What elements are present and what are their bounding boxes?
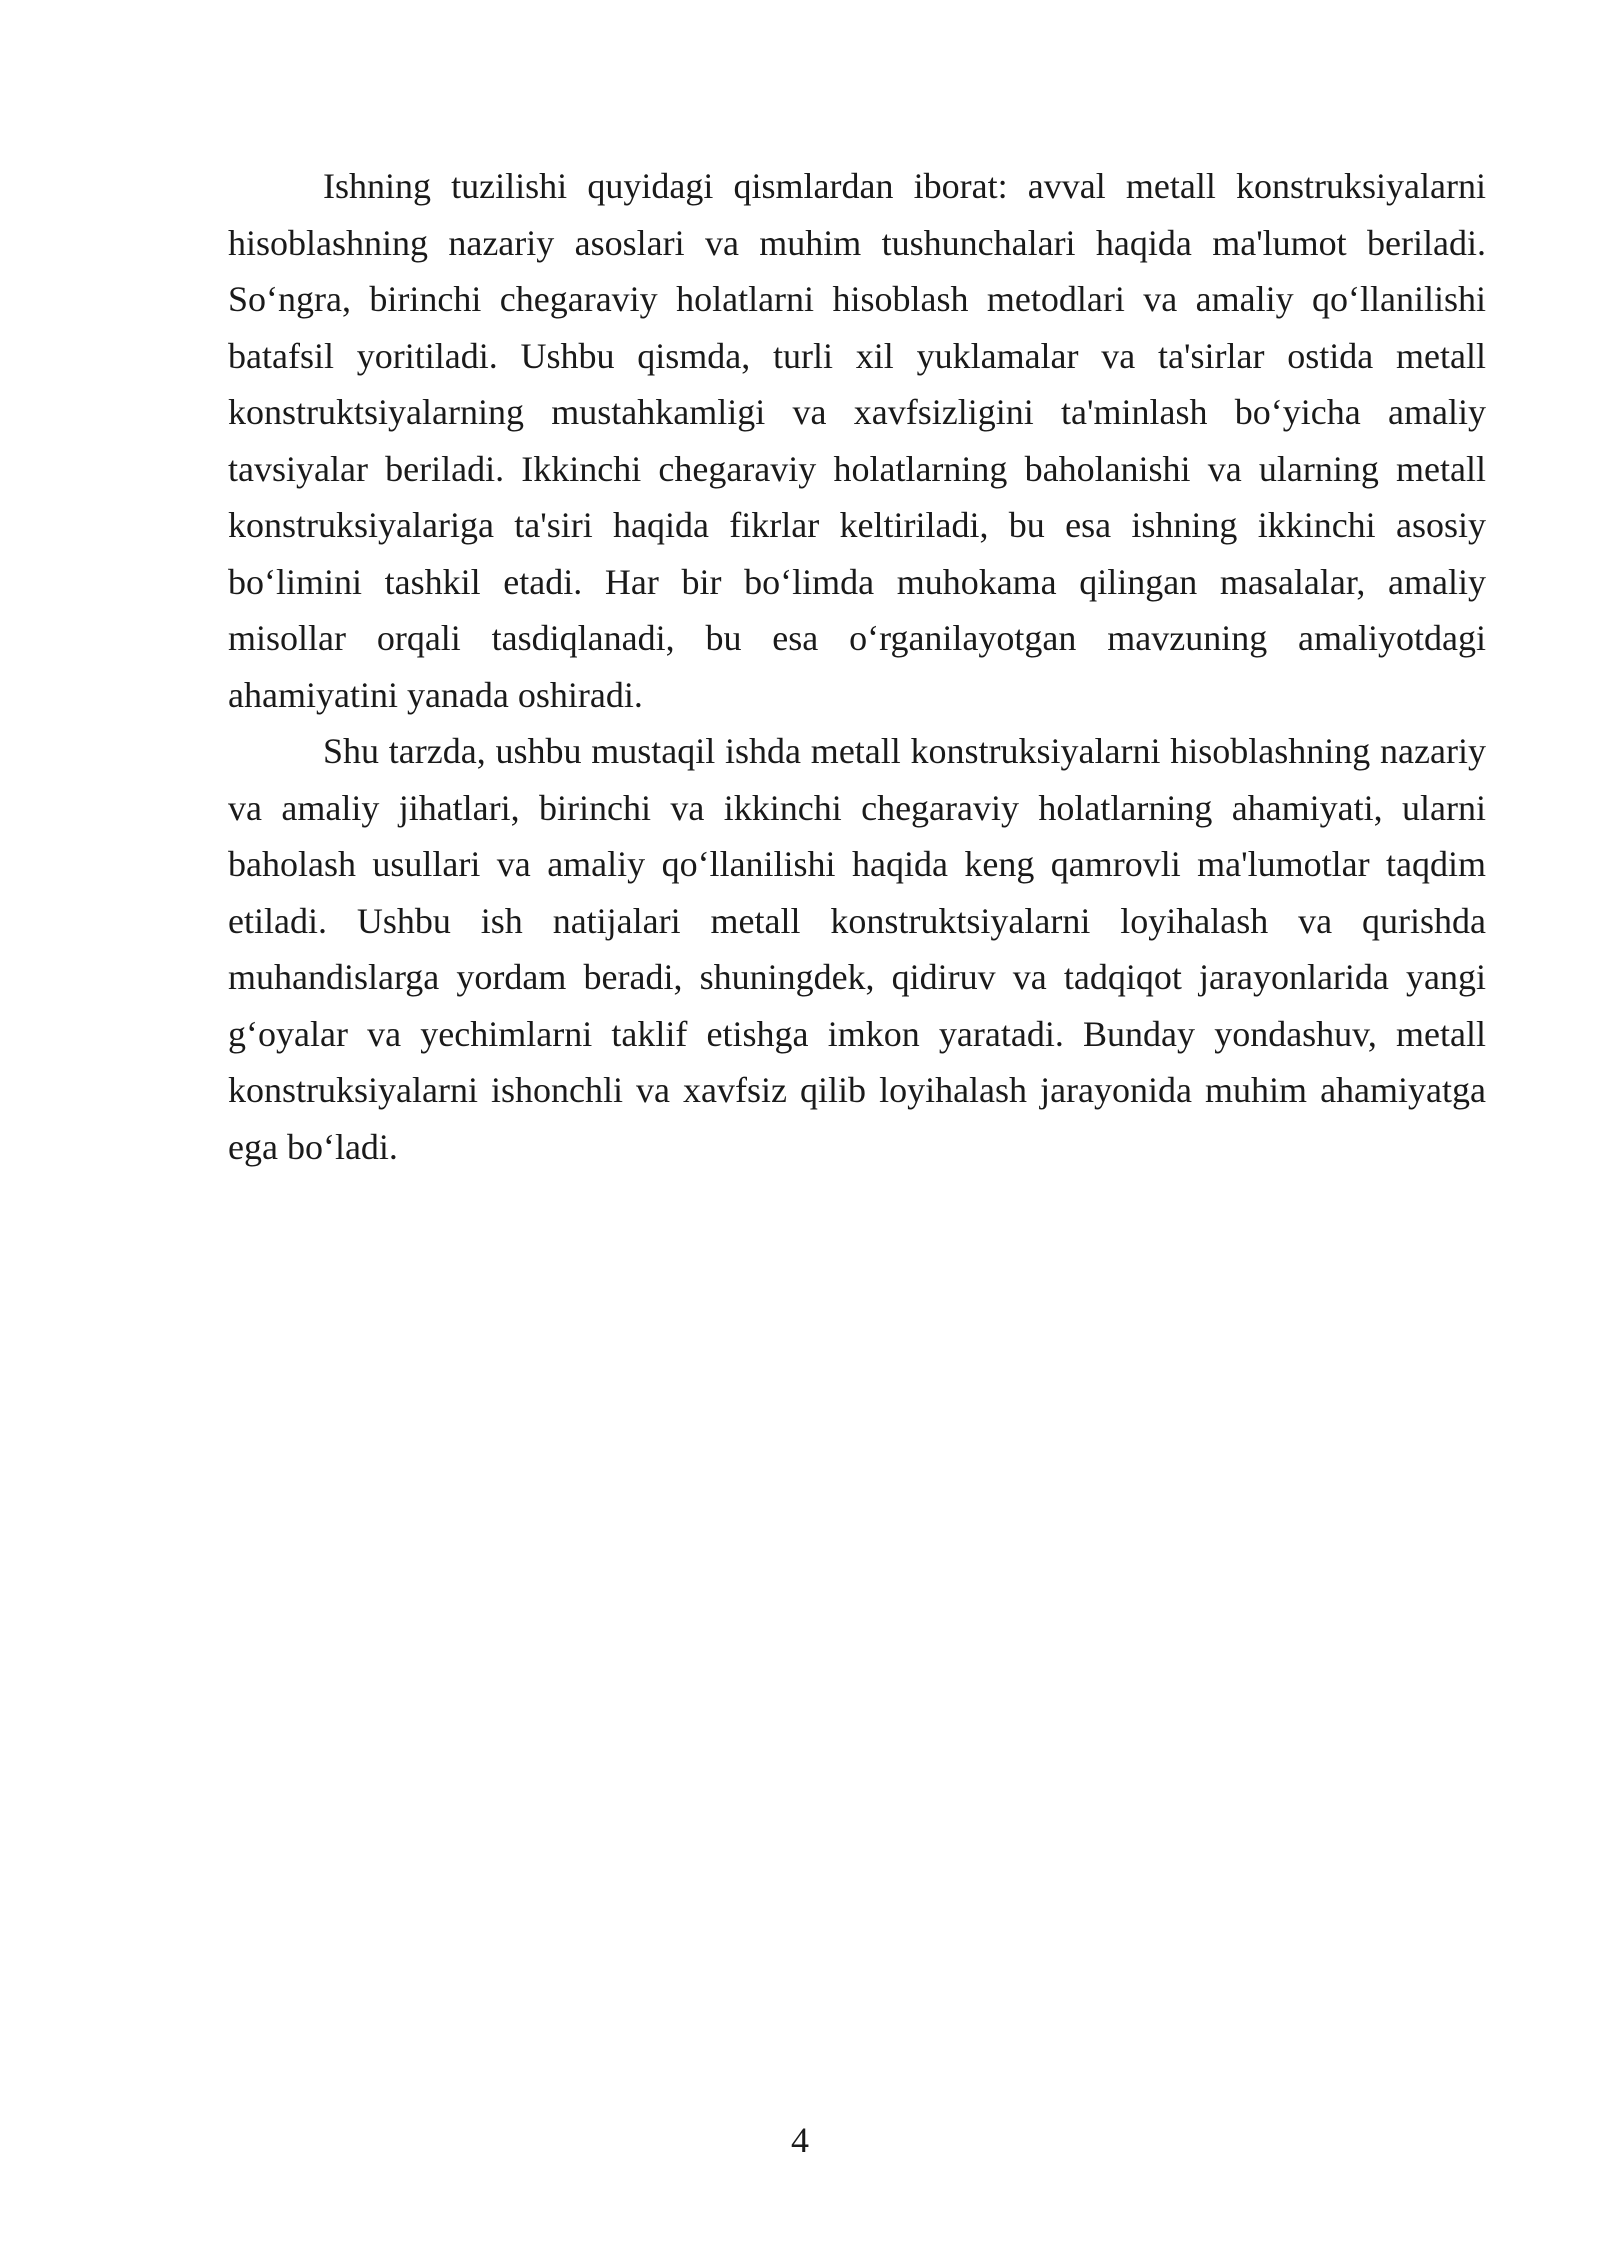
paragraph-1: Ishning tuzilishi quyidagi qismlardan iborat: avval metall konstruksiyalarni hisoblashning nazariy asoslari va muhim tushunchalari haqida ma'lumot beriladi. So‘ngra, birinchi chegaraviy holatlarni hisoblash metodlari va amaliy qo‘llanilishi batafsil yoritiladi. Ushbu qismda, turli xil yuklamalar va ta'sirlar ostida metall konstruktsiyalarning mustahkamligi va xavfsizligini ta'minlash bo‘yicha amaliy tavsiyalar beriladi. Ikkinchi chegaraviy holatlarning baholanishi va ularning metall konstruksiyalariga ta'siri haqida fikrlar keltiriladi, bu esa ishning ikkinchi asosiy bo‘limini tashkil etadi. Har bir bo‘limda muhokama qilingan masalalar, amaliy misollar orqali tasdiqlanadi, bu esa o‘rganilayotgan mavzuning amaliyotdagi ahamiyatini yanada oshiradi. <box>228 166 1486 715</box>
paragraph-2: Shu tarzda, ushbu mustaqil ishda metall konstruksiyalarni hisoblashning nazariy va amaliy jihatlari, birinchi va ikkinchi chegaraviy holatlarning ahamiyati, ularni baholash usullari va amaliy qo‘llanilishi haqida keng qamrovli ma'lumotlar taqdim etiladi. Ushbu ish natijalari metall konstruktsiyalarni loyihalash va qurishda muhandislarga yordam beradi, shuningdek, qidiruv va tadqiqot jarayonlarida yangi g‘oyalar va yechimlarni taklif etishga imkon yaratadi. Bunday yondashuv, metall konstruksiyalarni ishonchli va xavfsiz qilib loyihalash jarayonida muhim ahamiyatga ega bo‘ladi. <box>228 731 1486 1167</box>
body-text <box>228 158 1486 1175</box>
page-number: 4 <box>791 2120 809 2160</box>
